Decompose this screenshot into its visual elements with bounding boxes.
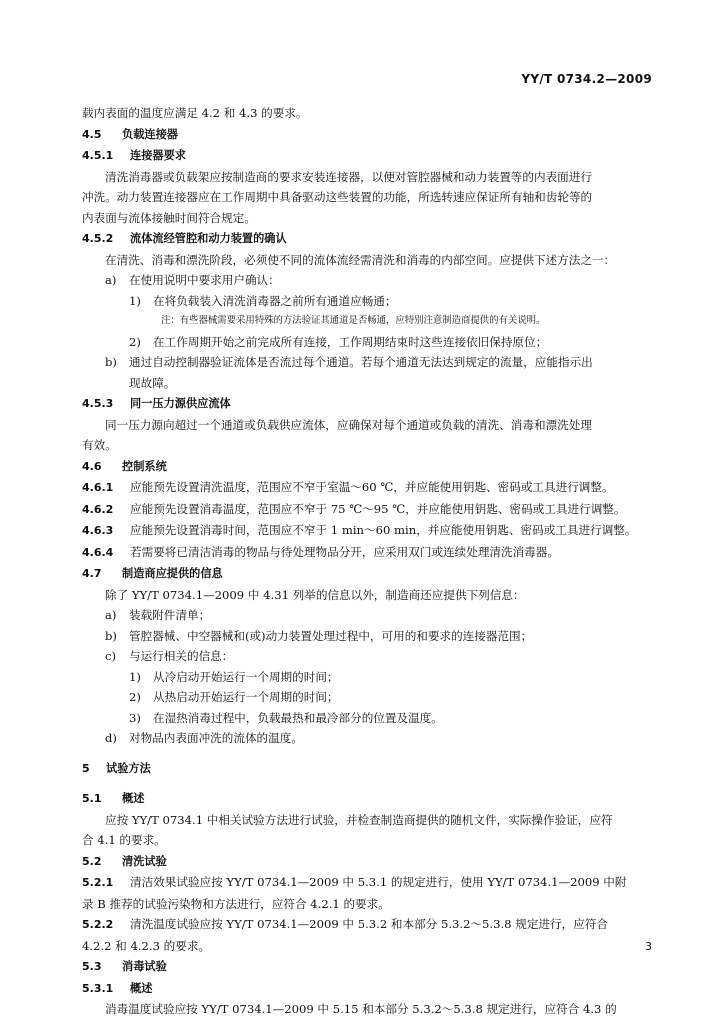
text-line: 内表面与流体接触时间符合规定。 [82, 210, 256, 225]
clause-line: 4.6.3 应能预先设置消毒时间，范围应不窄于 1 min～60 min，并应能使用钥匙、密码或工具进行调整。 [82, 523, 637, 537]
list-item: b) 通过自动控制器验证流体是否流过每个通道。若每个通道无法达到规定的流量，应能指示出 [105, 355, 593, 369]
clause-line: 4.6.1 应能预先设置清洗温度，范围应不窄于室温～60 ℃，并应能使用钥匙、密码或工具进行调整。 [82, 480, 614, 494]
text-line: 有效。 [82, 438, 117, 452]
section-heading: 4.5.3 同一压力源供应流体 [82, 397, 231, 410]
text-line: 消毒温度试验应按 YY/T 0734.1—2009 中 5.15 和本部分 5.3.2～5.3.8 规定进行，应符合 4.3 的 [105, 1002, 617, 1016]
section-heading: 5.3 消毒试验 [82, 960, 167, 973]
list-item: a) 装载附件清单； [105, 608, 211, 622]
section-heading: 4.5.1 连接器要求 [82, 149, 186, 162]
clause-line: 5.2.1 清洁效果试验应按 YY/T 0734.1—2009 中 5.3.1 的规定进行，使用 YY/T 0734.1—2009 中附 [82, 875, 627, 889]
section-heading: 4.5.2 流体流经管腔和动力装置的确认 [82, 232, 287, 245]
standard-code-header: YY/T 0734.2—2009 [521, 72, 652, 86]
text-line: 在清洗、消毒和漂洗阶段，必须使不同的流体流经需清洗和消毒的内部空间。应提供下述方法之一： [105, 252, 616, 267]
list-item: 2) 在工作周期开始之前完成所有连接，工作周期结束时这些连接依旧保持原位； [129, 334, 548, 349]
text-line: 冲洗。动力装置连接器应在工作周期中具备驱动这些装置的功能，所选转速应保证所有轴和齿轮等的 [82, 190, 593, 204]
list-item: b) 管腔器械、中空器械和(或)动力装置处理过程中，可用的和要求的连接器范围； [105, 628, 533, 643]
clause-line: 5.2.2 清洗温度试验应按 YY/T 0734.1—2009 中 5.3.2 和本部分 5.3.2～5.3.8 规定进行，应符合 [82, 917, 608, 931]
text-line: 载内表面的温度应满足 4.2 和 4.3 的要求。 [82, 106, 308, 120]
section-heading: 5.3.1 概述 [82, 981, 153, 995]
list-item: d) 对物品内表面冲洗的流体的温度。 [105, 731, 303, 745]
list-item: 2) 从热启动开始运行一个周期的时间； [129, 690, 339, 704]
text-line: 除了 YY/T 0734.1—2009 中 4.31 列举的信息以外，制造商还应提供下列信息： [105, 587, 525, 602]
list-item: c) 与运行相关的信息： [105, 649, 234, 663]
section-heading: 4.7 制造商应提供的信息 [82, 567, 223, 580]
text-line: 应按 YY/T 0734.1 中相关试验方法进行试验，并检查制造商提供的随机文件，实际操作验证，应符 [105, 812, 613, 827]
clause-line: 4.6.2 应能预先设置消毒温度，范围应不窄于 75 ℃～95 ℃，并应能使用钥匙、密码或工具进行调整。 [82, 501, 626, 516]
section-heading: 4.6 控制系统 [82, 459, 167, 473]
text-line: 4.2.2 和 4.2.3 的要求。 [82, 938, 211, 953]
list-item: 1) 在将负载装入清洗消毒器之前所有通道应畅通； [129, 293, 397, 308]
list-item: a) 在使用说明中要求用户确认： [105, 273, 280, 287]
section-heading: 5.2 清洗试验 [82, 854, 167, 868]
text-line: 清洗消毒器或负载架应按制造商的要求安装连接器，以便对管腔器械和动力装置等的内表面进行 [105, 169, 592, 184]
text-line: 录 B 推荐的试验污染物和方法进行，应符合 4.2.1 的要求。 [82, 896, 390, 911]
section-heading: 4.5 负载连接器 [82, 127, 178, 141]
text-line: 现故障。 [129, 375, 176, 390]
text-line: 合 4.1 的要求。 [82, 833, 166, 847]
chapter-heading: 5 试验方法 [82, 761, 151, 775]
section-heading: 5.1 概述 [82, 792, 145, 805]
text-line: 同一压力源向超过一个通道或负载供应流体，应确保对每个通道或负载的清洗、消毒和漂洗处理 [105, 417, 592, 432]
page-number: 3 [645, 940, 652, 953]
note-line: 注：有些器械需要采用特殊的方法验证其通道是否畅通，应特别注意制造商提供的有关说明。 [161, 315, 546, 326]
list-item: 3) 在湿热消毒过程中，负载最热和最冷部分的位置及温度。 [129, 710, 443, 725]
document-body [82, 103, 656, 1020]
list-item: 1) 从冷启动开始运行一个周期的时间； [129, 669, 339, 684]
clause-line: 4.6.4 若需要将已清洁消毒的物品与待处理物品分开，应采用双门或连续处理清洗消毒器。 [82, 544, 559, 559]
